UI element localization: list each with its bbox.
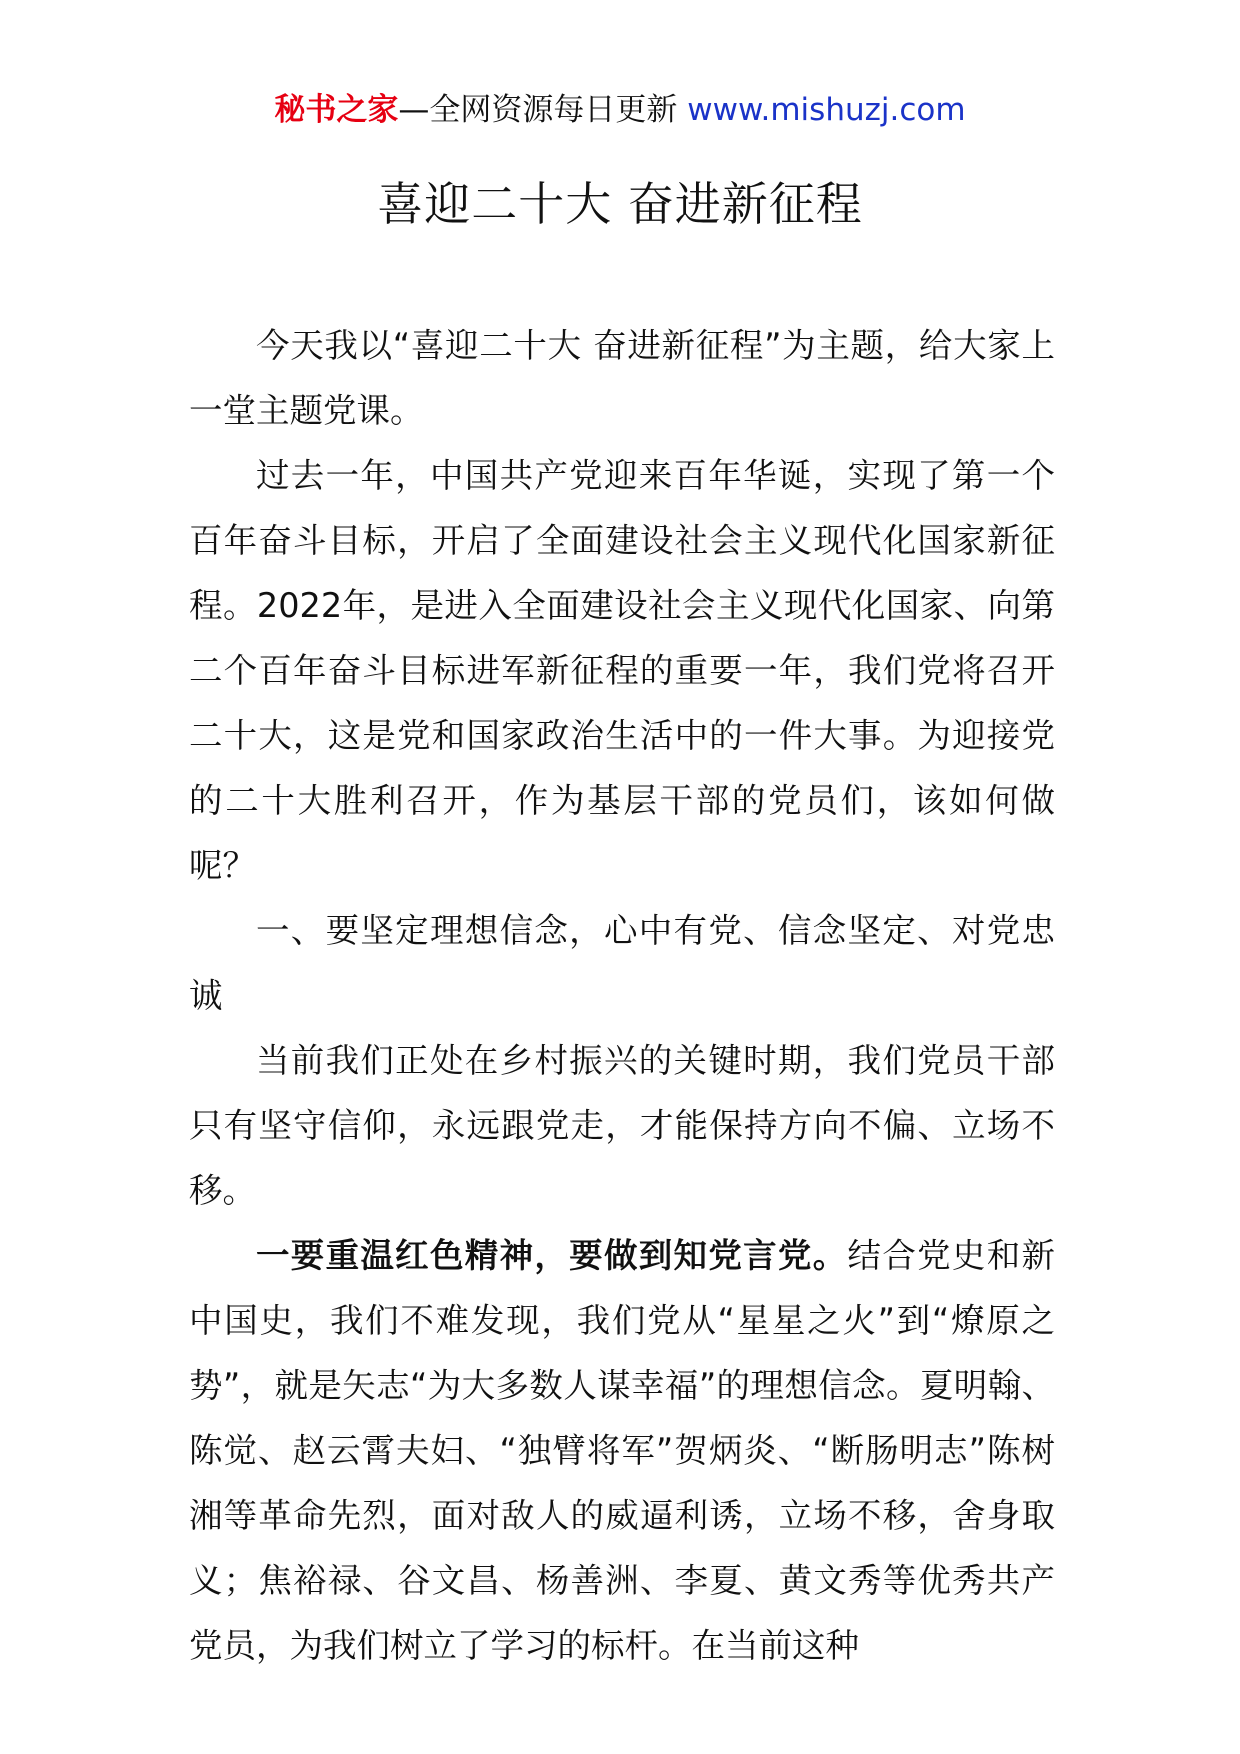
banner-tagline: —全网资源每日更新: [398, 92, 688, 128]
site-banner: [0, 88, 1240, 132]
paragraph-background: 过去一年，中国共产党迎来百年华诞，实现了第一个百年奋斗目标，开启了全面建设社会主义现代化国家新征程。2022年，是进入全面建设社会主义现代化国家、向第二个百年奋斗目标进军新征程的重要一年，我们党将召开二十大，这是党和国家政治生活中的一件大事。为迎接党的二十大胜利召开，作为基层干部的党员们，该如何做呢？: [189, 456, 1055, 885]
paragraph-intro: 今天我以“喜迎二十大 奋进新征程”为主题，给大家上一堂主题党课。: [189, 326, 1055, 430]
paragraph-section-intro: 当前我们正处在乡村振兴的关键时期，我们党员干部只有坚守信仰，永远跟党走，才能保持方向不偏、立场不移。: [189, 1041, 1055, 1210]
site-url-link[interactable]: www.mishuzj.com: [687, 92, 966, 128]
document-body: [189, 313, 1055, 1678]
section-heading: 一、要坚定理想信念，心中有党、信念坚定、对党忠诚: [189, 911, 1055, 1015]
paragraph-point-one: [189, 1223, 1055, 1678]
point-one-lead: 一要重温红色精神，要做到知党言党。: [256, 1236, 848, 1275]
point-one-text: 结合党史和新中国史，我们不难发现，我们党从“星星之火”到“燎原之势”，就是矢志“为大多数人谋幸福”的理想信念。夏明翰、陈觉、赵云霄夫妇、“独臂将军”贺炳炎、“断肠明志”陈树湘等革命先烈，面对敌人的威逼利诱，立场不移，舍身取义；焦裕禄、谷文昌、杨善洲、李夏、黄文秀等优秀共产党员，为我们树立了学习的标杆。在当前这种: [189, 1236, 1056, 1665]
document-title: 喜迎二十大 奋进新征程: [377, 177, 863, 231]
brand-name: 秘书之家: [274, 92, 399, 128]
